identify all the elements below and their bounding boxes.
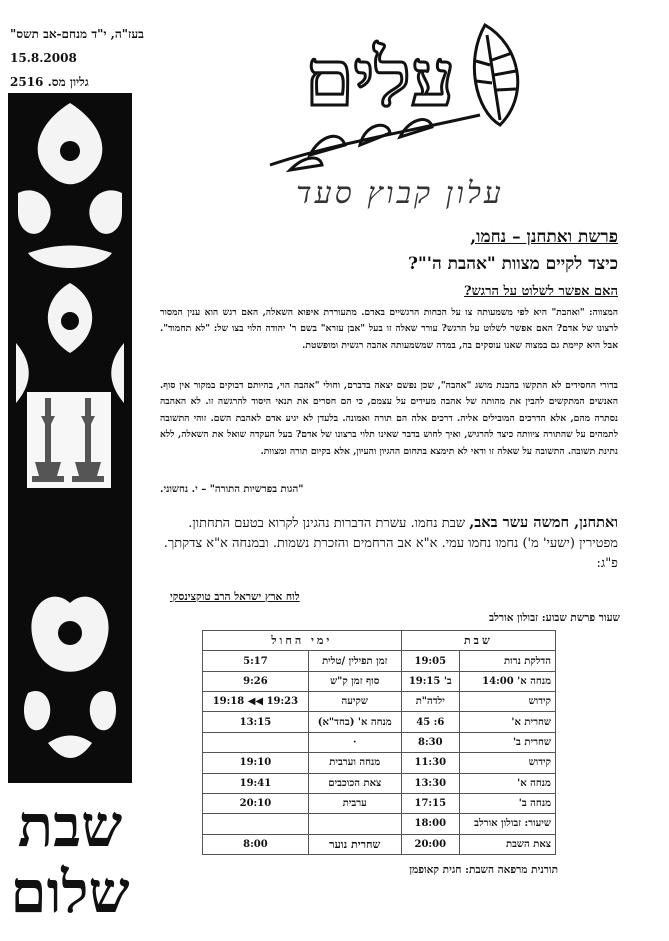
weekday-item: מנחה וערבית — [308, 753, 401, 773]
table-row — [203, 732, 556, 752]
weekday-item: סוף זמן ק"ש — [308, 671, 401, 691]
article-headline: כיצד לקיים מצוות "אהבת ה'"? — [407, 254, 618, 274]
article-question: האם אפשר לשלוט על הרגש? — [463, 284, 618, 299]
hebrew-date: בעז"ה, י"ד מנחם-אב תשס" — [10, 27, 144, 41]
weekday-item: שחרית נוער — [308, 834, 401, 854]
weekday-item: שקיעה — [308, 692, 401, 712]
shabbat-item: שחרית ב' — [459, 732, 555, 752]
shabbat-item: שיעור: זבולון אורלב — [459, 814, 555, 834]
table-row — [203, 671, 556, 691]
table-row — [203, 793, 556, 813]
article-paragraph-1: המצווה: "ואהבת" היא לפי משמעותה צו על הכחות הרגשיים באדם. מתעוררת איפוא השאלה, האם רגש הוא ענין המסור לרצונו של אדם? האם אפשר לשלוט על הרגש? עורר שאלה זו בעל "אבן עזרא" בשם ר' יהודה הלוי בצו של: "לא תחמוד". אבל היא קיימת גם במצוה שאנו עוסקים בה, במדה שמשמעותה אהבה רגשית ומופשטת. — [160, 307, 618, 351]
article-paragraph-2: בדורי החסידים לא התקשו בהבנת מושג "אהבה", שכן נפשם יצאה בדברם, וחולי "אהבה הוי, בהיותם דבוקים במקור אין סוף. האנשים המתקשים להבין את מהותה של אהבה מעידים על עצמם, כי הם חסרים את תנאי היסוד להרגשה זו. לא האהבה נסתרה מהם, אלא הדרכים המובילים אליה. דרכים אלה הם תורה ואמונה. בלעדן לא יגיע אדם לאהבת השם. זוהי התשובה לתמהים על שהתורה ציוותה כיצד להרגיש, ואיך לחוש בדבר שאינו תלוי ברצונו של אדם? בעל העקדה שואל את השאלה, ללא נתינת תשובה. התשובה על שאלה זו ודאי לא תימצא בתחום ההגיון והעיון, אלא בקיום תורה ומצוות. — [160, 380, 618, 457]
header-shabbat: שבת — [401, 631, 555, 651]
schedule-header-row — [203, 631, 556, 651]
weekday-time — [203, 814, 309, 834]
weekday-time: 5:17 — [203, 651, 309, 671]
shabbat-time: ב' 19:15 — [401, 671, 459, 691]
table-row — [203, 651, 556, 671]
parasha-title: פרשת ואתחנן – נחמו, — [470, 227, 618, 247]
weekday-item: ערבית — [308, 793, 401, 813]
table-row — [203, 814, 556, 834]
table-row — [203, 692, 556, 712]
weekday-item: מנחה א' (בחד"א) — [308, 712, 401, 732]
article-attribution: "הגות בפרשיות התורה" – י. נחשוני. — [160, 484, 304, 495]
weekday-time — [203, 732, 309, 752]
shabbat-time: 19:05 — [401, 651, 459, 671]
shabbat-time: 8:30 — [401, 732, 459, 752]
shabbat-announcement — [160, 513, 618, 574]
newsletter-subtitle: עלון קבוץ סעד — [296, 176, 504, 211]
announcement-bold: ואתחנן, חמשה עשר באב, — [469, 514, 618, 531]
header-weekday: ימי החול — [203, 631, 402, 651]
issue-number: גליון מס. 2516 — [10, 75, 89, 89]
logo-text: עלים — [305, 33, 455, 124]
table-row — [203, 753, 556, 773]
shabbat-item: מנחה א' — [459, 773, 555, 793]
weekday-time: 20:10 — [203, 793, 309, 813]
weekday-item — [308, 814, 401, 834]
issue-info — [10, 22, 160, 94]
table-row — [203, 773, 556, 793]
shabbat-item: הדלקת נרות — [459, 651, 555, 671]
candlesticks-image — [27, 392, 111, 488]
shabbat-time: 13:30 — [401, 773, 459, 793]
shabbat-time: 11:30 — [401, 753, 459, 773]
shabbat-item: קידוש — [459, 692, 555, 712]
shabbat-time: 17:15 — [401, 793, 459, 813]
shabbat-time: 18:00 — [401, 814, 459, 834]
weekday-time: 19:41 — [203, 773, 309, 793]
weekday-time: 13:15 — [203, 712, 309, 732]
weekday-time: 9:26 — [203, 671, 309, 691]
shabbat-shalom — [6, 793, 134, 925]
shabbat-time: 6: 45 — [401, 712, 459, 732]
clinic-duty-note: תורנית מרפאה השבת: חגית קאופמן — [409, 864, 558, 876]
weekday-item: צאת הכוכבים — [308, 773, 401, 793]
shabbat-word: שבת — [17, 792, 123, 860]
leaf-logo-icon — [250, 5, 550, 190]
weekday-item: זמן תפילין /טלית — [308, 651, 401, 671]
shabbat-time: ילדה"ת — [401, 692, 459, 712]
shabbat-time: 20:00 — [401, 834, 459, 854]
weekday-time: 8:00 — [203, 834, 309, 854]
table-row — [203, 712, 556, 732]
table-row — [203, 834, 556, 854]
weekday-item: · — [308, 732, 401, 752]
weekday-time: 19:23 ◀◀ 19:18 — [203, 692, 309, 712]
shabbat-item: צאת השבת — [459, 834, 555, 854]
shabbat-item: מנחה א' 14:00 — [459, 671, 555, 691]
shalom-word: שלום — [10, 858, 130, 926]
luach-source: לוח ארץ ישראל הרב טוקצינסקי — [170, 591, 300, 603]
weekly-shiur: שעור פרשת שבוע: זבולון אורלב — [488, 612, 620, 624]
candlestick-icon — [27, 392, 111, 488]
gregorian-date: 15.8.2008 — [10, 51, 77, 65]
shabbat-item: מנחה ב' — [459, 793, 555, 813]
schedule-table — [202, 630, 556, 855]
shabbat-item: שחרית א' — [459, 712, 555, 732]
announcement-text: שבת נחמו. עשרת הדברות נהגינן לקרוא בטעם התחתון. מפטירין (ישעי' מ') נחמו נחמו עמי. א"א אב הרחמים והזכרת נשמות. ובמנחה א"א צדקתך. פ"ג: — [163, 516, 618, 571]
shabbat-item: קידוש — [459, 753, 555, 773]
masthead-logo — [250, 5, 550, 190]
weekday-time: 19:10 — [203, 753, 309, 773]
